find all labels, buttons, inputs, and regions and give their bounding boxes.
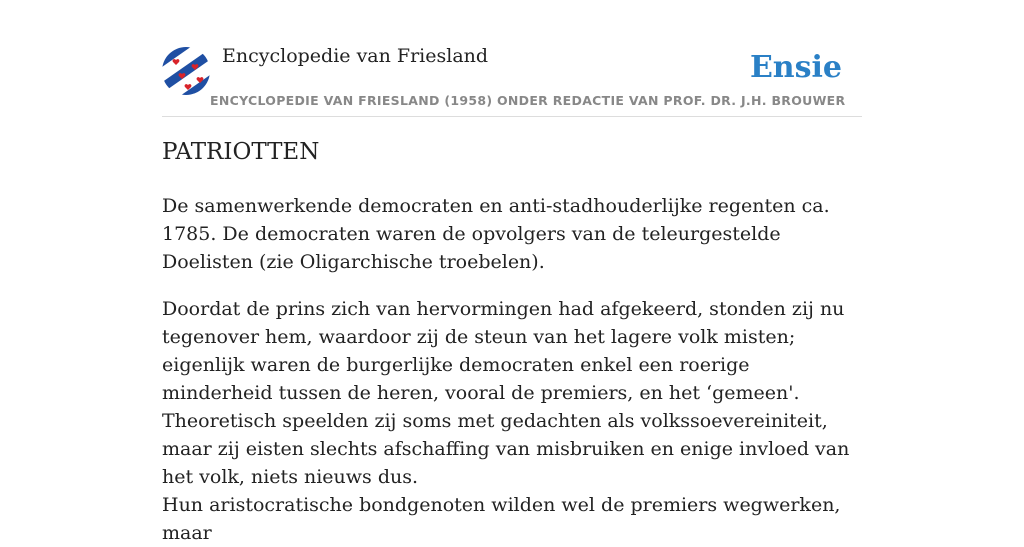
friesland-flag-icon[interactable]	[162, 47, 210, 95]
article-paragraph: De samenwerkende democraten en anti-stadhouderlijke regenten ca. 1785. De democraten waren de opvolgers van de teleurgestelde Doelisten (zie Oligarchische troebelen).	[162, 195, 830, 273]
article-paragraph: Hun aristocratische bondgenoten wilden wel de premiers wegwerken, maar	[162, 494, 841, 544]
site-subtitle: ENCYCLOPEDIE VAN FRIESLAND (1958) ONDER REDACTIE VAN PROF. DR. J.H. BROUWER	[210, 93, 846, 108]
site-title[interactable]: Encyclopedie van Friesland	[222, 45, 489, 67]
ensie-brand-logo[interactable]: Ensie	[749, 50, 842, 85]
page-container	[162, 0, 862, 544]
page-title: PATRIOTTEN	[162, 139, 320, 165]
article-paragraph: Doordat de prins zich van hervormingen had afgekeerd, stonden zij nu tegenover hem, waardoor zij de steun van het lagere volk misten; eigenlijk waren de burgerlijke democraten enkel een roerige minderheid tussen de heren, vooral de premiers, en het ‘gemeen'. Theoretisch speelden zij soms met gedachten als volkssoevereiniteit, maar zij eisten slechts afschaffing van misbruiken en enige invloed van het volk, niets nieuws dus.	[162, 298, 850, 488]
site-header	[162, 0, 862, 117]
